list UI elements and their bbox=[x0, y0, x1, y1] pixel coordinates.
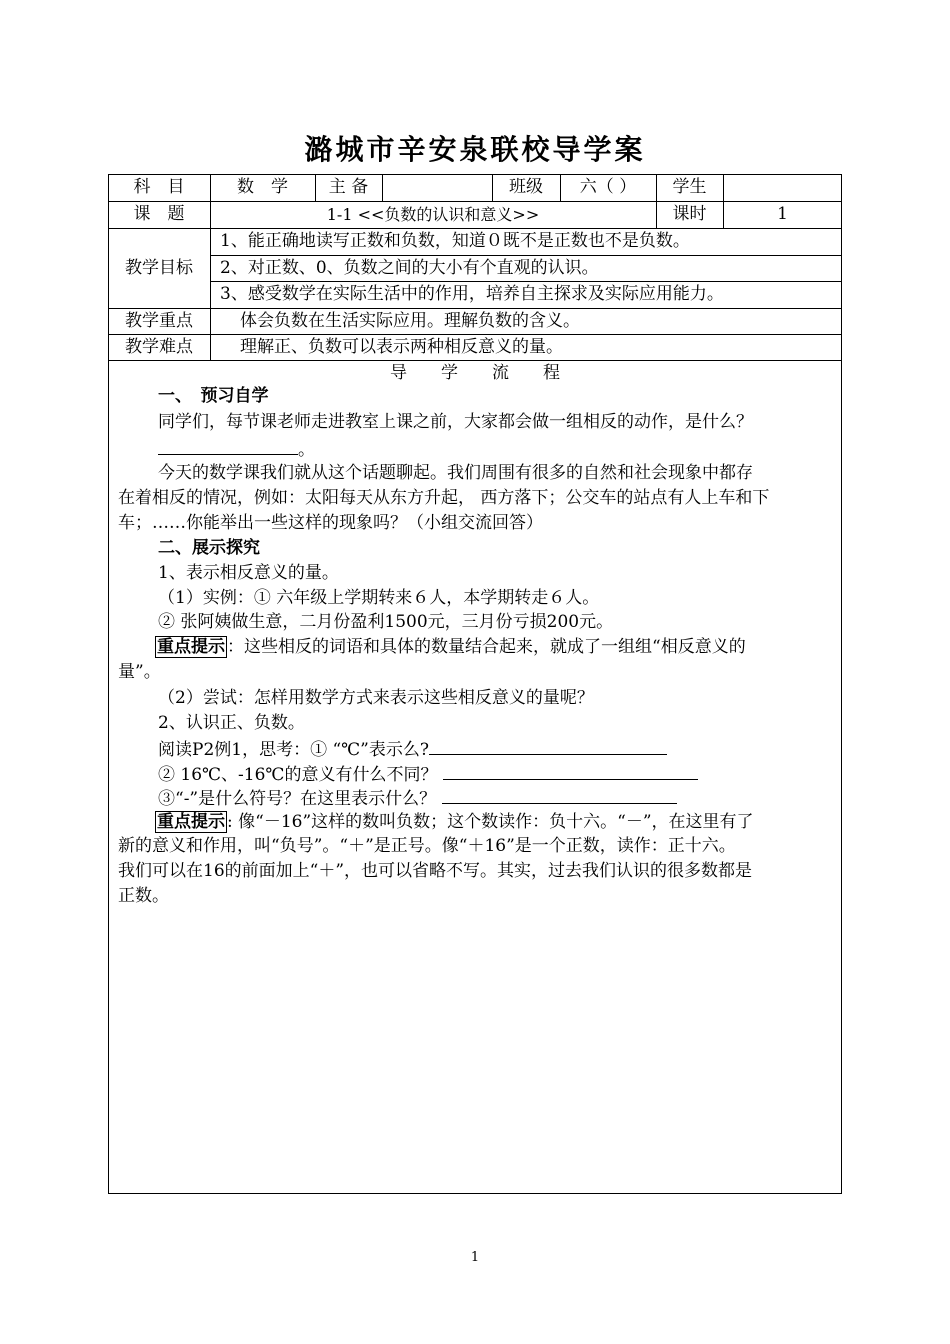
question-text: ③“-”是什么符号？在这里表示什么？ bbox=[158, 789, 437, 809]
student-value bbox=[723, 174, 842, 201]
preparer-value bbox=[382, 174, 492, 201]
paragraph-line: 同学们，每节课老师走进教室上课之前，大家都会做一组相反的动作，是什么？ bbox=[158, 412, 753, 432]
goals-label: 教学目标 bbox=[125, 257, 193, 278]
section-heading: 二、展示探究 bbox=[158, 538, 260, 558]
topic-value: 1-1 <<负数的认识和意义>> bbox=[326, 204, 540, 224]
answer-blank[interactable] bbox=[442, 789, 677, 804]
answer-blank[interactable] bbox=[429, 740, 667, 755]
difficulty-value: 理解正、负数可以表示两种相反意义的量。 bbox=[240, 336, 563, 357]
question-line bbox=[158, 740, 667, 759]
hint-text: ：这些相反的词语和具体的数量结合起来，就成了一组组“相反意义的 bbox=[227, 637, 746, 657]
hint-line bbox=[155, 814, 754, 831]
goal-item: 2、对正数、0、负数之间的大小有个直观的认识。 bbox=[220, 257, 599, 278]
question-text: ② 16℃、-16℃的意义有什么不同？ bbox=[158, 765, 438, 785]
item-heading: 1、表示相反意义的量。 bbox=[158, 563, 339, 583]
item-heading: 2、认识正、负数。 bbox=[158, 713, 305, 733]
hint-text: : 像“－16”这样的数叫负数；这个数读作：负十六。“－”，在这里有了 bbox=[227, 812, 754, 832]
difficulty-label: 教学难点 bbox=[125, 336, 193, 357]
paragraph-line: （2）尝试：怎样用数学方式来表示这些相反意义的量呢？ bbox=[158, 688, 594, 708]
answer-blank[interactable] bbox=[158, 440, 298, 455]
preparer-label: 主 备 bbox=[328, 177, 369, 197]
question-text: 阅读P2例1，思考：① “℃”表示么? bbox=[158, 740, 429, 760]
question-line bbox=[158, 789, 677, 808]
hint-line: 我们可以在16的前面加上“＋”，也可以省略不写。其实，过去我们认识的很多数都是 bbox=[118, 861, 753, 881]
key-label: 教学重点 bbox=[125, 310, 193, 331]
answer-line-row bbox=[158, 440, 315, 459]
page-number: 1 bbox=[470, 1250, 480, 1265]
topic-label: 课 题 bbox=[133, 204, 185, 224]
class-label: 班级 bbox=[509, 177, 543, 197]
hint-line bbox=[155, 639, 746, 656]
example-line: （1）实例：① 六年级上学期转来６人，本学期转走６人。 bbox=[158, 588, 600, 608]
period-label: 课时 bbox=[672, 204, 707, 224]
paragraph-line: 今天的数学课我们就从这个话题聊起。我们周围有很多的自然和社会现象中都存 bbox=[158, 463, 753, 483]
section-heading: 一、 预习自学 bbox=[158, 386, 269, 406]
hint-label: 重点提示 bbox=[157, 812, 225, 832]
hint-line: 量”。 bbox=[118, 662, 161, 682]
student-label: 学生 bbox=[672, 177, 707, 197]
subject-label: 科 目 bbox=[133, 177, 185, 197]
paragraph-line: 车；……你能举出一些这样的现象吗？（小组交流回答） bbox=[118, 513, 543, 533]
subject-value: 数 学 bbox=[237, 177, 288, 197]
page-title: 潞城市辛安泉联校导学案 bbox=[304, 133, 646, 166]
class-value: 六（ ） bbox=[579, 177, 637, 197]
paragraph-line: 在着相反的情况，例如：太阳每天从东方升起， 西方落下；公交车的站点有人上车和下 bbox=[118, 488, 770, 508]
hint-line: 正数。 bbox=[118, 886, 169, 906]
key-value: 体会负数在生活实际应用。理解负数的含义。 bbox=[240, 310, 580, 331]
period-mark: 。 bbox=[298, 440, 315, 460]
hint-line: 新的意义和作用，叫“负号”。“＋”是正号。像“＋16”是一个正数，读作：正十六。 bbox=[118, 836, 736, 856]
flow-title: 导 学 流 程 bbox=[390, 362, 560, 383]
goal-item: 3、感受数学在实际生活中的作用，培养自主探求及实际应用能力。 bbox=[220, 284, 724, 304]
period-value: 1 bbox=[777, 204, 788, 224]
example-line: ② 张阿姨做生意，二月份盈利1500元，三月份亏损200元。 bbox=[158, 612, 614, 632]
hint-label: 重点提示 bbox=[157, 637, 225, 657]
answer-blank[interactable] bbox=[443, 765, 698, 780]
goal-item: 1、能正确地读写正数和负数，知道０既不是正数也不是负数。 bbox=[220, 231, 690, 251]
question-line bbox=[158, 765, 698, 784]
